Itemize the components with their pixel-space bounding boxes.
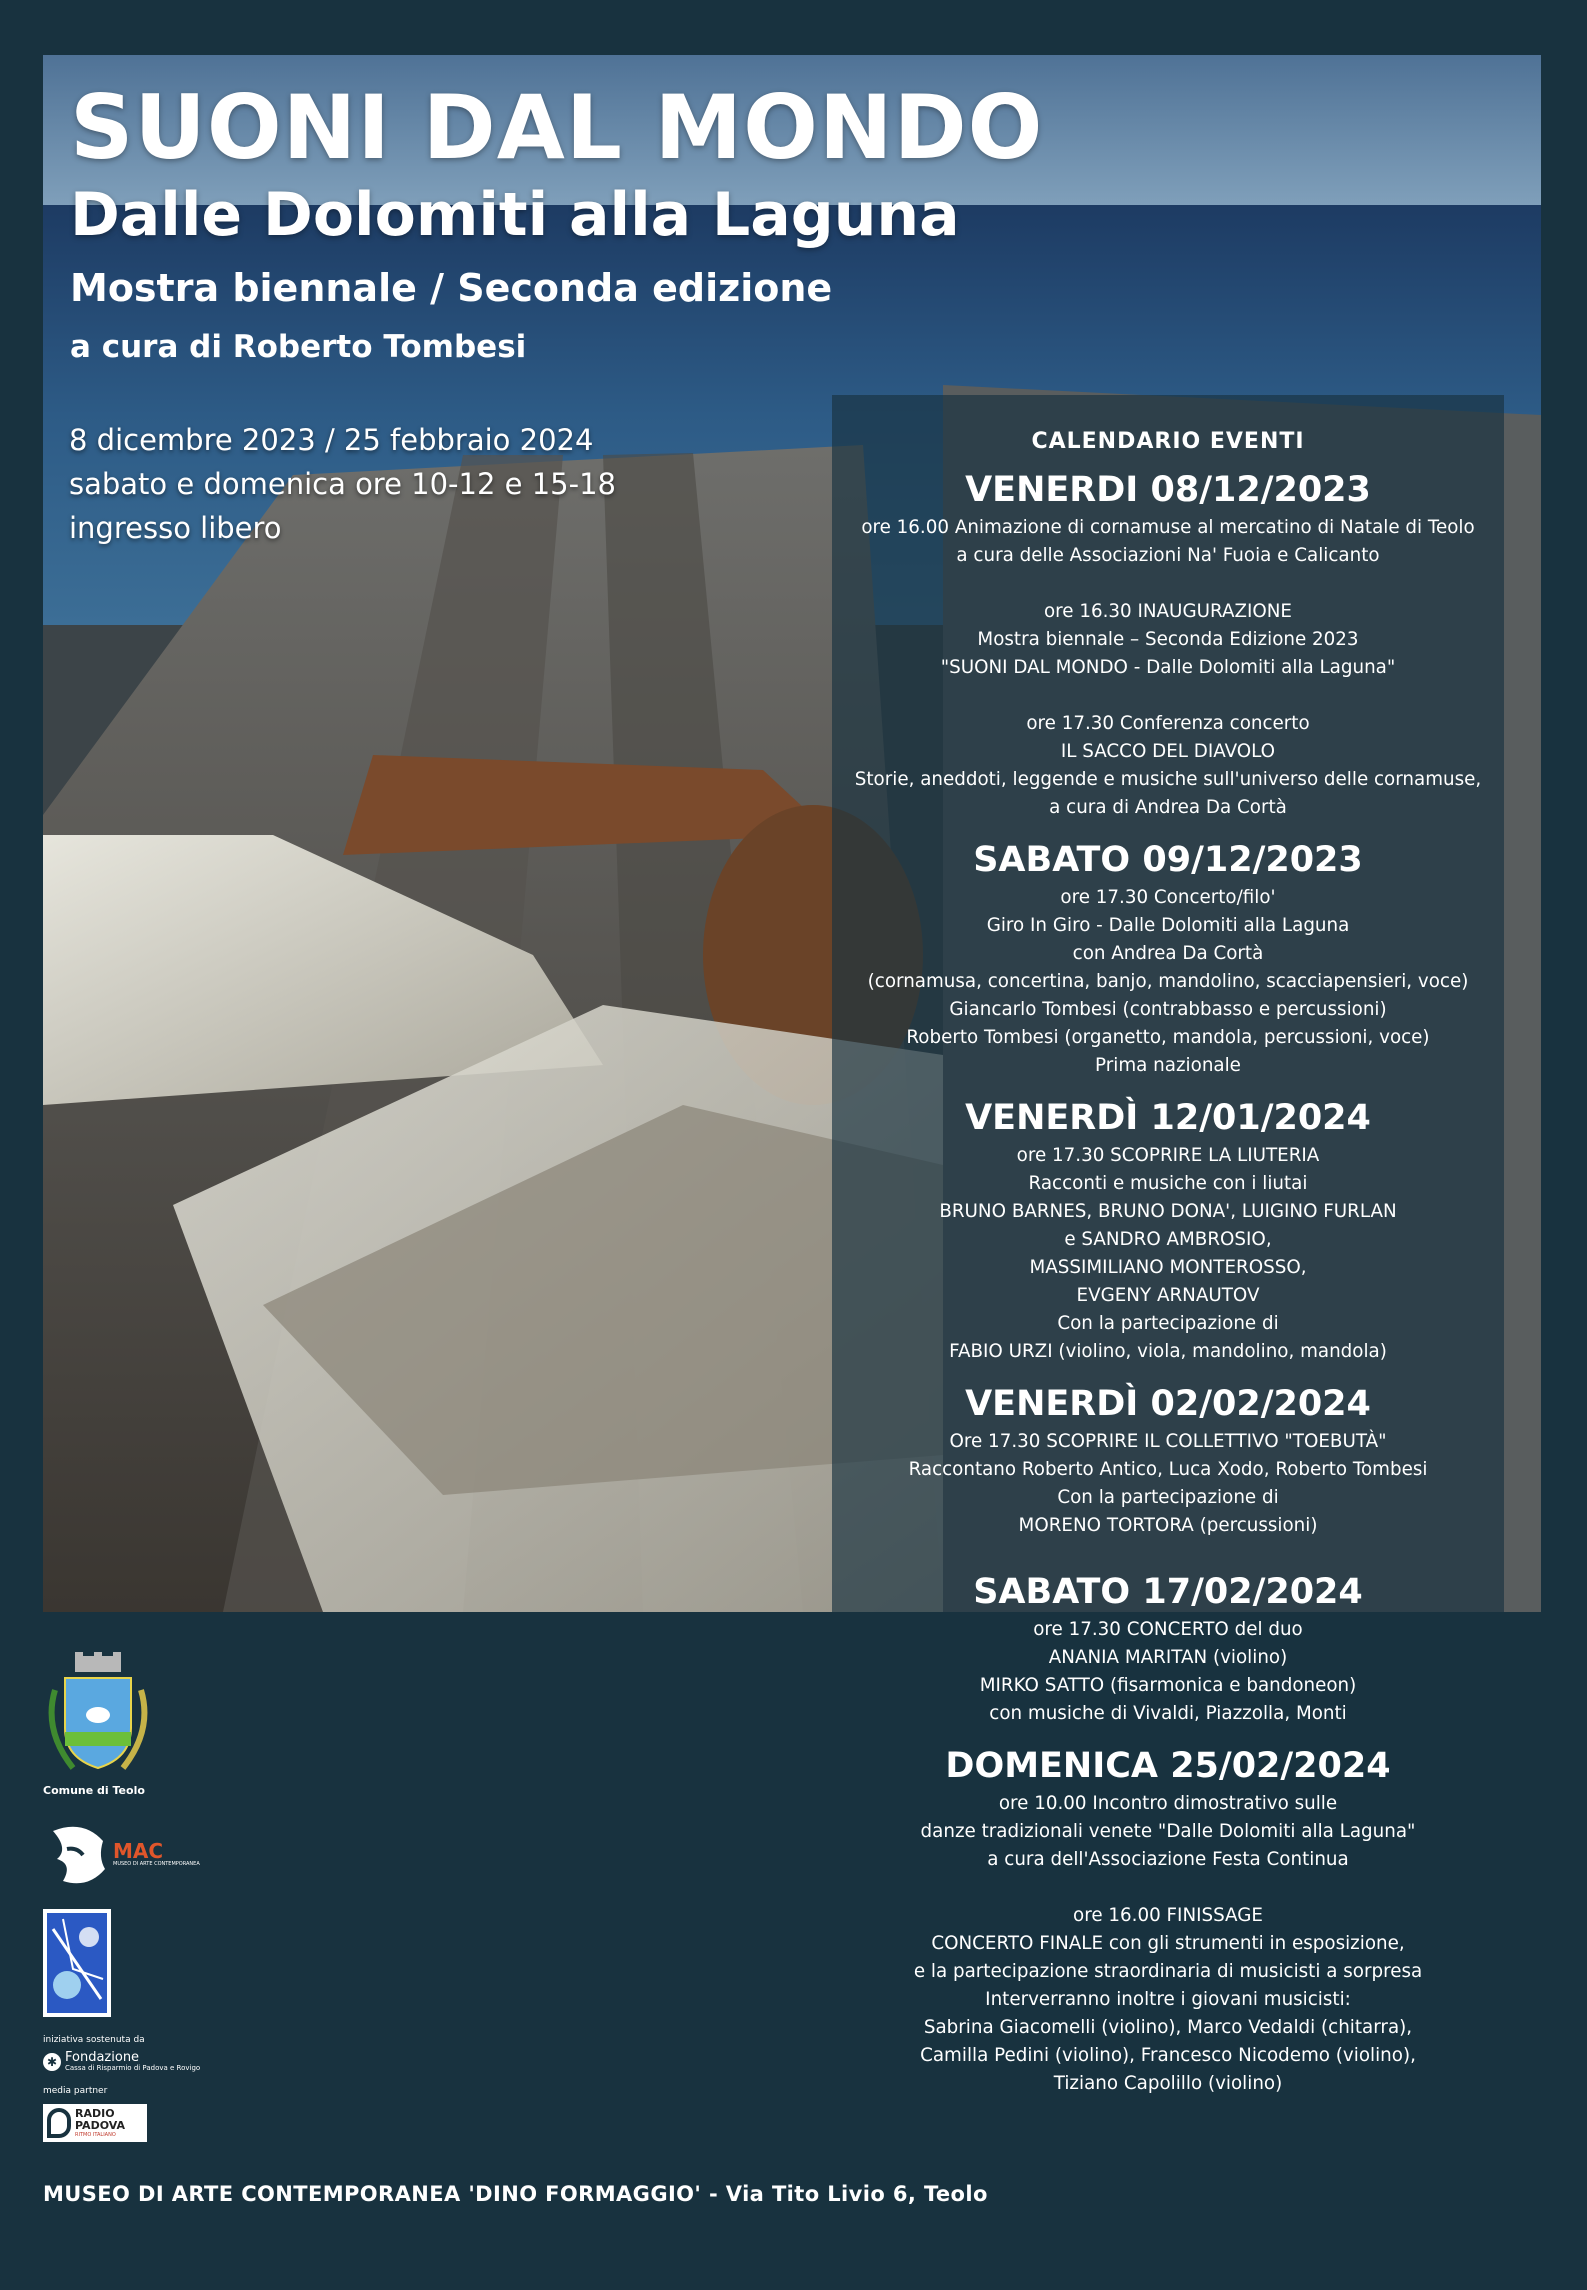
event-date: VENERDI 08/12/2023 (965, 470, 1371, 510)
radio-padova-logo (43, 2104, 147, 2142)
event-line: MORENO TORTORA (percussioni) (1018, 1515, 1318, 1536)
event (832, 1094, 1504, 1366)
event-line: a cura di Andrea Da Cortà (1049, 797, 1287, 818)
event (832, 836, 1504, 1080)
comune-logo (43, 1650, 153, 1797)
event-line: BRUNO BARNES, BRUNO DONA', LUIGINO FURLAN (939, 1201, 1397, 1222)
event-line: CONCERTO FINALE con gli strumenti in esposizione, (931, 1933, 1405, 1954)
coat-of-arms-icon (43, 1650, 153, 1780)
title-block (70, 78, 1043, 372)
event-line: ore 17.30 CONCERTO del duo (1033, 1619, 1303, 1640)
event-date: SABATO 17/02/2024 (973, 1572, 1363, 1612)
event-line: (cornamusa, concertina, banjo, mandolino, scacciapensieri, voce) (867, 971, 1469, 992)
event-line: Storie, aneddoti, leggende e musiche sull'universo delle cornamuse, (854, 769, 1482, 790)
event-line: ore 16.00 Animazione di cornamuse al mercatino di Natale di Teolo (861, 517, 1475, 538)
radio-tagline: RITMO ITALIANO (75, 2132, 116, 2138)
event-line: Camilla Pedini (violino), Francesco Nicodemo (violino), (920, 2045, 1416, 2066)
face-profile-icon (43, 1819, 113, 1889)
event-line: MIRKO SATTO (fisarmonica e bandoneon) (979, 1675, 1357, 1696)
fondazione-name: Fondazione (65, 2050, 140, 2065)
media-partner-label: media partner (43, 2086, 108, 2096)
event-line: e la partecipazione straordinaria di musicisti a sorpresa (913, 1961, 1423, 1982)
mac-name: MAC (113, 1839, 164, 1863)
events-calendar (832, 418, 1504, 2098)
event-line: ore 10.00 Incontro dimostrativo sulle (998, 1793, 1338, 1814)
comune-caption: Comune di Teolo (43, 1784, 145, 1797)
event-line: Con la partecipazione di (1057, 1313, 1279, 1334)
event-line: danze tradizionali venete "Dalle Dolomiti alla Laguna" (920, 1821, 1416, 1842)
event-line: a cura delle Associazioni Na' Fuoia e Calicanto (956, 545, 1380, 566)
event-line: Sabrina Giacomelli (violino), Marco Vedaldi (chitarra), (923, 2017, 1413, 2038)
event (832, 1568, 1504, 1728)
event-line: Interverranno inoltre i giovani musicisti: (985, 1989, 1351, 2010)
radio-name: RADIO PADOVA (75, 2107, 126, 2132)
fondazione-emblem-icon: ✱ (43, 2053, 61, 2071)
event-line: ore 17.30 Concerto/filo' (1060, 887, 1276, 908)
event-line: con musiche di Vivaldi, Piazzolla, Monti (989, 1703, 1347, 1724)
event-line: Tiziano Capolillo (violino) (1053, 2073, 1283, 2094)
exhibition-dates (69, 418, 616, 550)
calendar-heading: CALENDARIO EVENTI (1031, 429, 1305, 454)
event-date: DOMENICA 25/02/2024 (945, 1746, 1391, 1786)
abstract-artwork-icon (43, 1909, 111, 2017)
event (832, 1742, 1504, 2098)
event-line: ore 17.30 SCOPRIRE LA LIUTERIA (1016, 1145, 1320, 1166)
event-line: Raccontano Roberto Antico, Luca Xodo, Roberto Tombesi (908, 1459, 1428, 1480)
radio-p-icon (47, 2108, 71, 2138)
event-line: Con la partecipazione di (1057, 1487, 1279, 1508)
poster-subtitle: Dalle Dolomiti alla Laguna (70, 180, 960, 250)
event-date: VENERDÌ 12/01/2024 (965, 1098, 1371, 1138)
event-line: e SANDRO AMBROSIO, (1064, 1229, 1272, 1250)
opening-hours: sabato e domenica ore 10-12 e 15-18 (69, 467, 616, 501)
date-range: 8 dicembre 2023 / 25 febbraio 2024 (69, 423, 594, 457)
fondazione-subtitle: Cassa di Risparmio di Padova e Rovigo (65, 2064, 201, 2072)
event-line: con Andrea Da Cortà (1072, 943, 1264, 964)
museum-address: MUSEO DI ARTE CONTEMPORANEA 'DINO FORMAGGIO' - Via Tito Livio 6, Teolo (43, 2182, 988, 2206)
event-line: FABIO URZI (violino, viola, mandolino, mandola) (949, 1341, 1387, 1362)
fondazione-logo (43, 2051, 283, 2072)
poster-title: SUONI DAL MONDO (70, 76, 1044, 179)
artwork-logo (43, 1909, 111, 2017)
event-line: ore 16.00 FINISSAGE (1073, 1905, 1263, 1926)
curator-text: a cura di Roberto Tombesi (70, 329, 527, 365)
event-date: VENERDÌ 02/02/2024 (965, 1384, 1371, 1424)
event-line: Mostra biennale – Seconda Edizione 2023 (977, 629, 1359, 650)
event-line: ore 16.30 INAUGURAZIONE (1043, 601, 1292, 622)
event-line: Prima nazionale (1095, 1055, 1241, 1076)
event-line: Ore 17.30 SCOPRIRE IL COLLETTIVO "TOEBUTÀ" (949, 1431, 1387, 1452)
event-line: a cura dell'Associazione Festa Continua (987, 1849, 1349, 1870)
event-date: SABATO 09/12/2023 (973, 840, 1363, 880)
event-line: MASSIMILIANO MONTEROSSO, (1029, 1257, 1307, 1278)
sponsor-logos (43, 1650, 283, 2142)
edition-text: Mostra biennale / Seconda edizione (70, 266, 833, 310)
support-label: iniziativa sostenuta da (43, 2035, 145, 2045)
mac-logo (43, 1819, 283, 1889)
event (832, 1380, 1504, 1540)
event-line: Giancarlo Tombesi (contrabbasso e percussioni) (949, 999, 1387, 1020)
event-line: Racconti e musiche con i liutai (1028, 1173, 1308, 1194)
entry-info: ingresso libero (69, 511, 282, 545)
event-line: Roberto Tombesi (organetto, mandola, percussioni, voce) (906, 1027, 1430, 1048)
event-line: Giro In Giro - Dalle Dolomiti alla Laguna (986, 915, 1350, 936)
event-line: ANANIA MARITAN (violino) (1048, 1647, 1288, 1668)
event (832, 466, 1504, 822)
mac-subtitle: MUSEO DI ARTE CONTEMPORANEA (113, 1861, 200, 1867)
event-line: ore 17.30 Conferenza concerto (1026, 713, 1310, 734)
event-line: IL SACCO DEL DIAVOLO (1060, 741, 1276, 762)
event-line: "SUONI DAL MONDO - Dalle Dolomiti alla Laguna" (940, 657, 1396, 678)
event-line: EVGENY ARNAUTOV (1076, 1285, 1260, 1306)
